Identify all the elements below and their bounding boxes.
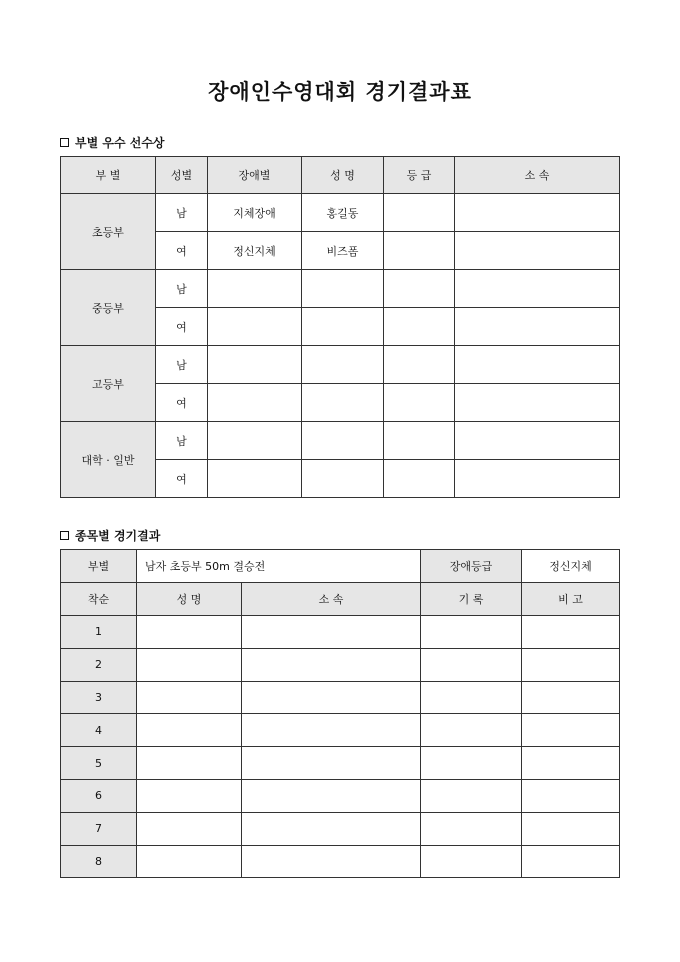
name-cell [137,779,242,812]
header-affiliation: 소 속 [455,157,620,194]
header-disability: 장애별 [208,157,302,194]
grade-label: 장애등급 [421,550,522,583]
division-label: 부별 [61,550,137,583]
name-cell [137,616,242,649]
name-cell [302,460,384,498]
affiliation-cell [242,845,421,878]
record-cell [421,616,522,649]
affiliation-cell [455,346,620,384]
rank-cell: 5 [61,747,137,780]
rank-cell: 4 [61,714,137,747]
header-grade: 등 급 [384,157,455,194]
note-cell [522,812,620,845]
table-row [61,812,620,845]
gender-cell: 남 [156,346,208,384]
disability-cell [208,346,302,384]
record-cell [421,812,522,845]
note-cell [522,648,620,681]
name-cell [137,714,242,747]
table-row [61,747,620,780]
header-record: 기 록 [421,583,522,616]
division-cell: 고등부 [61,346,156,422]
section-heading-label: 부별 우수 선수상 [75,136,165,150]
division-cell: 초등부 [61,194,156,270]
name-cell [302,308,384,346]
note-cell [522,779,620,812]
rank-cell: 3 [61,681,137,714]
grade-cell [384,384,455,422]
grade-cell [384,194,455,232]
checkbox-icon [60,531,69,540]
affiliation-cell [455,194,620,232]
name-cell [137,681,242,714]
rank-cell: 8 [61,845,137,878]
gender-cell: 남 [156,270,208,308]
name-cell [302,270,384,308]
grade-cell [384,308,455,346]
record-cell [421,681,522,714]
disability-cell [208,384,302,422]
gender-cell: 여 [156,308,208,346]
header-division: 부 별 [61,157,156,194]
disability-cell: 정신지체 [208,232,302,270]
header-gender: 성별 [156,157,208,194]
note-cell [522,747,620,780]
name-cell: 홍길동 [302,194,384,232]
record-cell [421,648,522,681]
name-cell [302,422,384,460]
table-row [61,346,620,384]
name-cell: 비즈폼 [302,232,384,270]
record-cell [421,747,522,780]
table-row [61,616,620,649]
awards-table [60,156,620,498]
disability-cell [208,422,302,460]
grade-cell [384,232,455,270]
affiliation-cell [455,270,620,308]
rank-cell: 6 [61,779,137,812]
name-cell [137,812,242,845]
header-name: 성 명 [137,583,242,616]
disability-cell [208,308,302,346]
event-name: 남자 초등부 50m 결승전 [137,550,421,583]
rank-cell: 1 [61,616,137,649]
gender-cell: 남 [156,422,208,460]
affiliation-cell [455,232,620,270]
table-row [61,422,620,460]
name-cell [137,747,242,780]
affiliation-cell [455,384,620,422]
header-note: 비 고 [522,583,620,616]
header-affiliation: 소 속 [242,583,421,616]
note-cell [522,681,620,714]
name-cell [302,384,384,422]
note-cell [522,845,620,878]
section-heading-results [60,527,160,544]
division-cell: 중등부 [61,270,156,346]
grade-cell [384,422,455,460]
record-cell [421,779,522,812]
table-row [61,681,620,714]
gender-cell: 여 [156,460,208,498]
section-heading-awards [60,134,165,151]
grade-value: 정신지체 [522,550,620,583]
rank-cell: 2 [61,648,137,681]
rank-cell: 7 [61,812,137,845]
table-row [61,648,620,681]
affiliation-cell [455,308,620,346]
disability-cell [208,460,302,498]
table-row [61,714,620,747]
grade-cell [384,270,455,308]
affiliation-cell [242,616,421,649]
name-cell [137,648,242,681]
affiliation-cell [455,422,620,460]
header-rank: 착순 [61,583,137,616]
gender-cell: 여 [156,384,208,422]
grade-cell [384,346,455,384]
page-title: 장애인수영대회 경기결과표 [208,79,472,104]
affiliation-cell [242,681,421,714]
checkbox-icon [60,138,69,147]
disability-cell: 지체장애 [208,194,302,232]
results-table [60,549,620,878]
division-cell: 대학 · 일반 [61,422,156,498]
section-heading-label: 종목별 경기결과 [75,529,161,543]
disability-cell [208,270,302,308]
record-cell [421,845,522,878]
table-row [61,194,620,232]
table-row [61,270,620,308]
affiliation-cell [242,714,421,747]
name-cell [302,346,384,384]
name-cell [137,845,242,878]
table-row [61,779,620,812]
affiliation-cell [242,812,421,845]
header-name: 성 명 [302,157,384,194]
note-cell [522,714,620,747]
table-row [61,845,620,878]
affiliation-cell [455,460,620,498]
grade-cell [384,460,455,498]
gender-cell: 남 [156,194,208,232]
affiliation-cell [242,648,421,681]
record-cell [421,714,522,747]
note-cell [522,616,620,649]
affiliation-cell [242,747,421,780]
affiliation-cell [242,779,421,812]
gender-cell: 여 [156,232,208,270]
